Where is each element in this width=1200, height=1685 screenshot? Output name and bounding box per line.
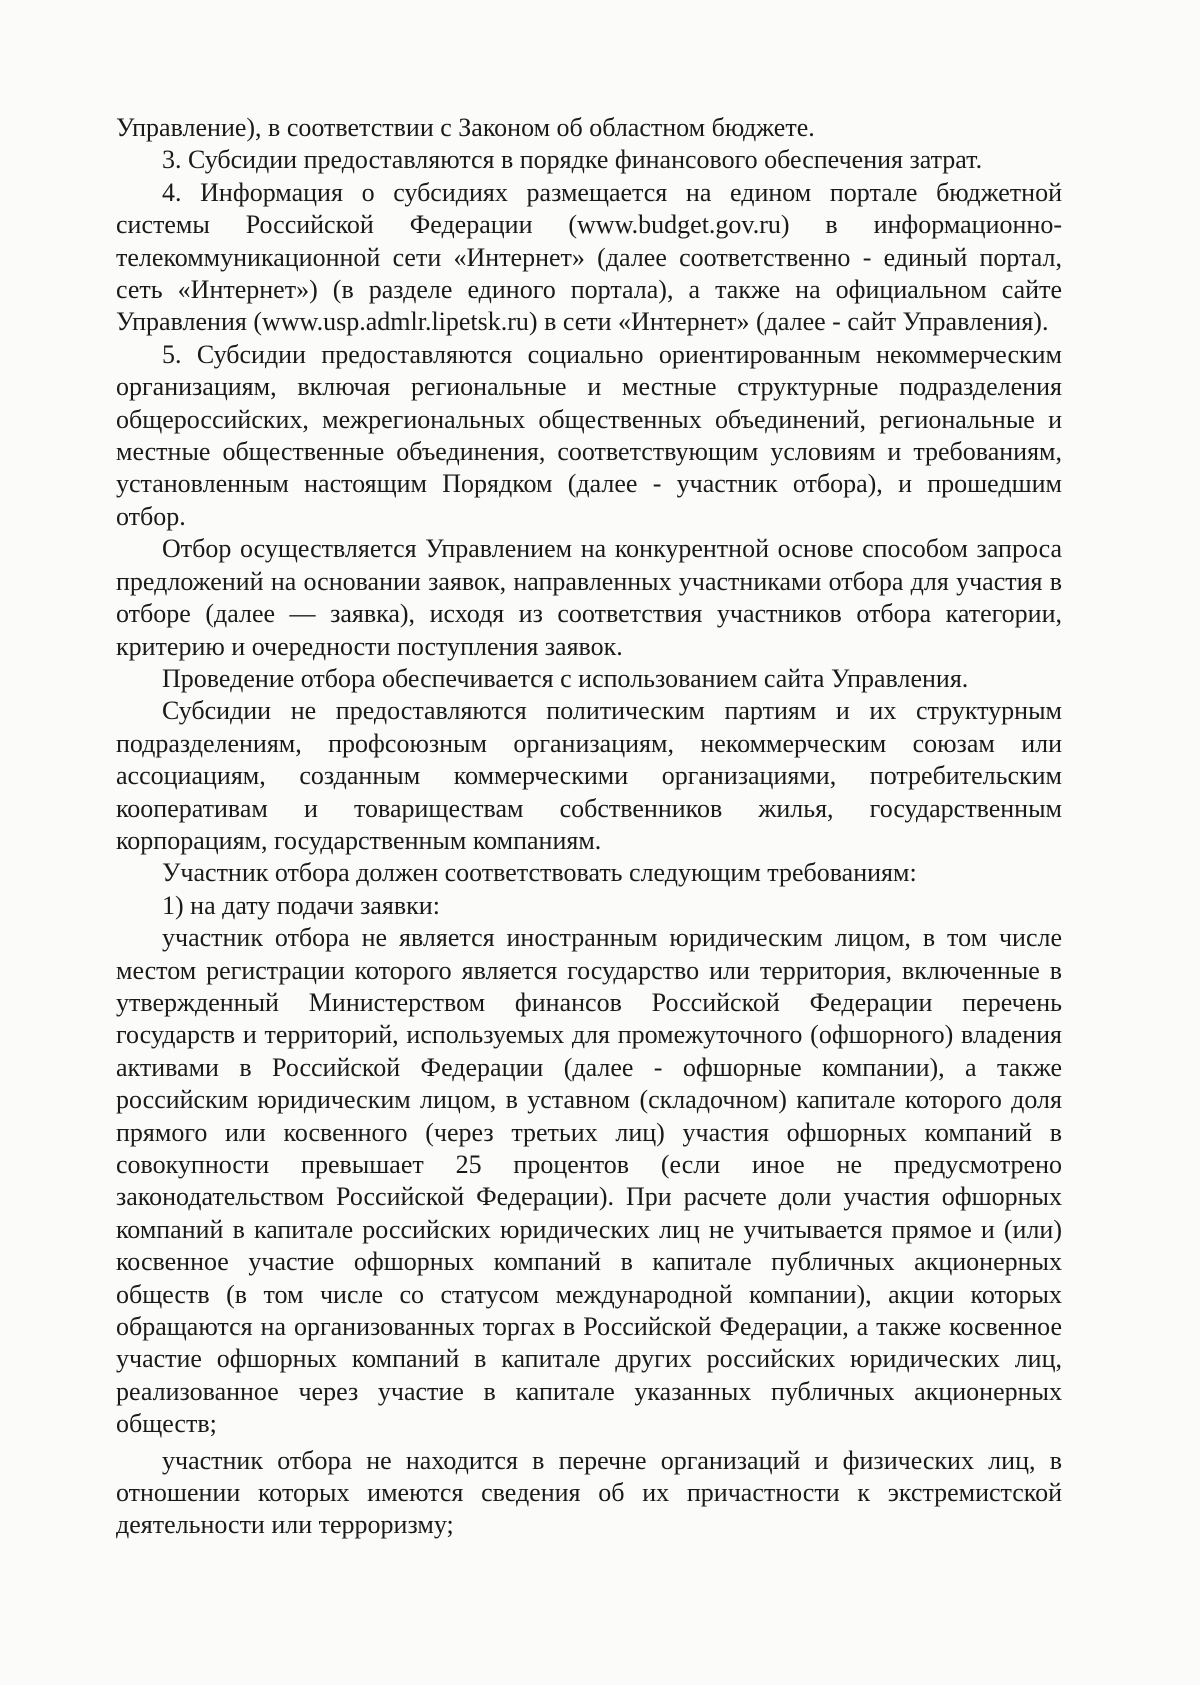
paragraph-offshore: участник отбора не является иностранным юридическим лицом, в том числе местом регистрации которого является государство или территория, включенные в утвержденный Министерством финансов Российской Федерации перечень государств и территорий, используемых для промежуточного (офшорного) владения активами в Российской Федерации (далее - офшорные компании), а также российским юридическим лицом, в уставном (складочном) капитале которого доля прямого или косвенного (через третьих лиц) участия офшорных компаний в совокупности превышает 25 процентов (если иное не предусмотрено законодательством Российской Федерации). При расчете доли участия офшорных компаний в капитале российских юридических лиц не учитывается прямое и (или) косвенное участие офшорных компаний в капитале публичных акционерных обществ (в том числе со статусом международной компании), акции которых обращаются на организованных торгах в Российской Федерации, а также косвенное участие офшорных компаний в капитале других российских юридических лиц, реализованное через участие в капитале указанных публичных акционерных обществ;: [116, 923, 1062, 1439]
paragraph-selection: Отбор осуществляется Управлением на конкурентной основе способом запроса предложений на основании заявок, направленных участниками отбора для участия в отборе (далее — заявка), исходя из соответствия участников отбора категории, критерию и очередности поступления заявок.: [116, 534, 1062, 661]
paragraph-requirements-intro: Участник отбора должен соответствовать следующим требованиям:: [162, 858, 917, 888]
paragraph-item-3: 3. Субсидии предоставляются в порядке финансового обеспечения затрат.: [162, 145, 983, 175]
paragraph-selection-site: Проведение отбора обеспечивается с использованием сайта Управления.: [162, 663, 969, 693]
paragraph-exclusions: Субсидии не предоставляются политическим партиям и их структурным подразделениям, профсоюзным организациям, некоммерческим союзам или ассоциациям, созданным коммерческими организациями, потребительским кооперативам и товариществам собственников жилья, государственным корпорациям, государственным компаниям.: [116, 696, 1062, 855]
paragraph-item-5: 5. Субсидии предоставляются социально ориентированным некоммерческим организациям, включая региональные и местные структурные подразделения общероссийских, межрегиональных общественных объединений, региональные и местные общественные объединения, соответствующим условиям и требованиям, установленным настоящим Порядком (далее - участник отбора), и прошедшим отбор.: [116, 339, 1062, 531]
paragraph-extremism: участник отбора не находится в перечне организаций и физических лиц, в отношении которых имеются сведения об их причастности к экстремистской деятельности или терроризму;: [116, 1445, 1062, 1540]
paragraph-requirement-1: 1) на дату подачи заявки:: [162, 890, 440, 920]
document-body: [116, 112, 1062, 1542]
paragraph-item-4: 4. Информация о субсидиях размещается на едином портале бюджетной системы Российской Федерации (www.budget.gov.ru) в информационно-телекоммуникационной сети «Интернет» (далее соответственно - единый портал, сеть «Интернет») (в разделе единого портала), а также на официальном сайте Управления (www.usp.admlr.lipetsk.ru) в сети «Интернет» (далее - сайт Управления).: [116, 177, 1062, 337]
paragraph-continuation: Управление), в соответствии с Законом об областном бюджете.: [116, 113, 815, 142]
